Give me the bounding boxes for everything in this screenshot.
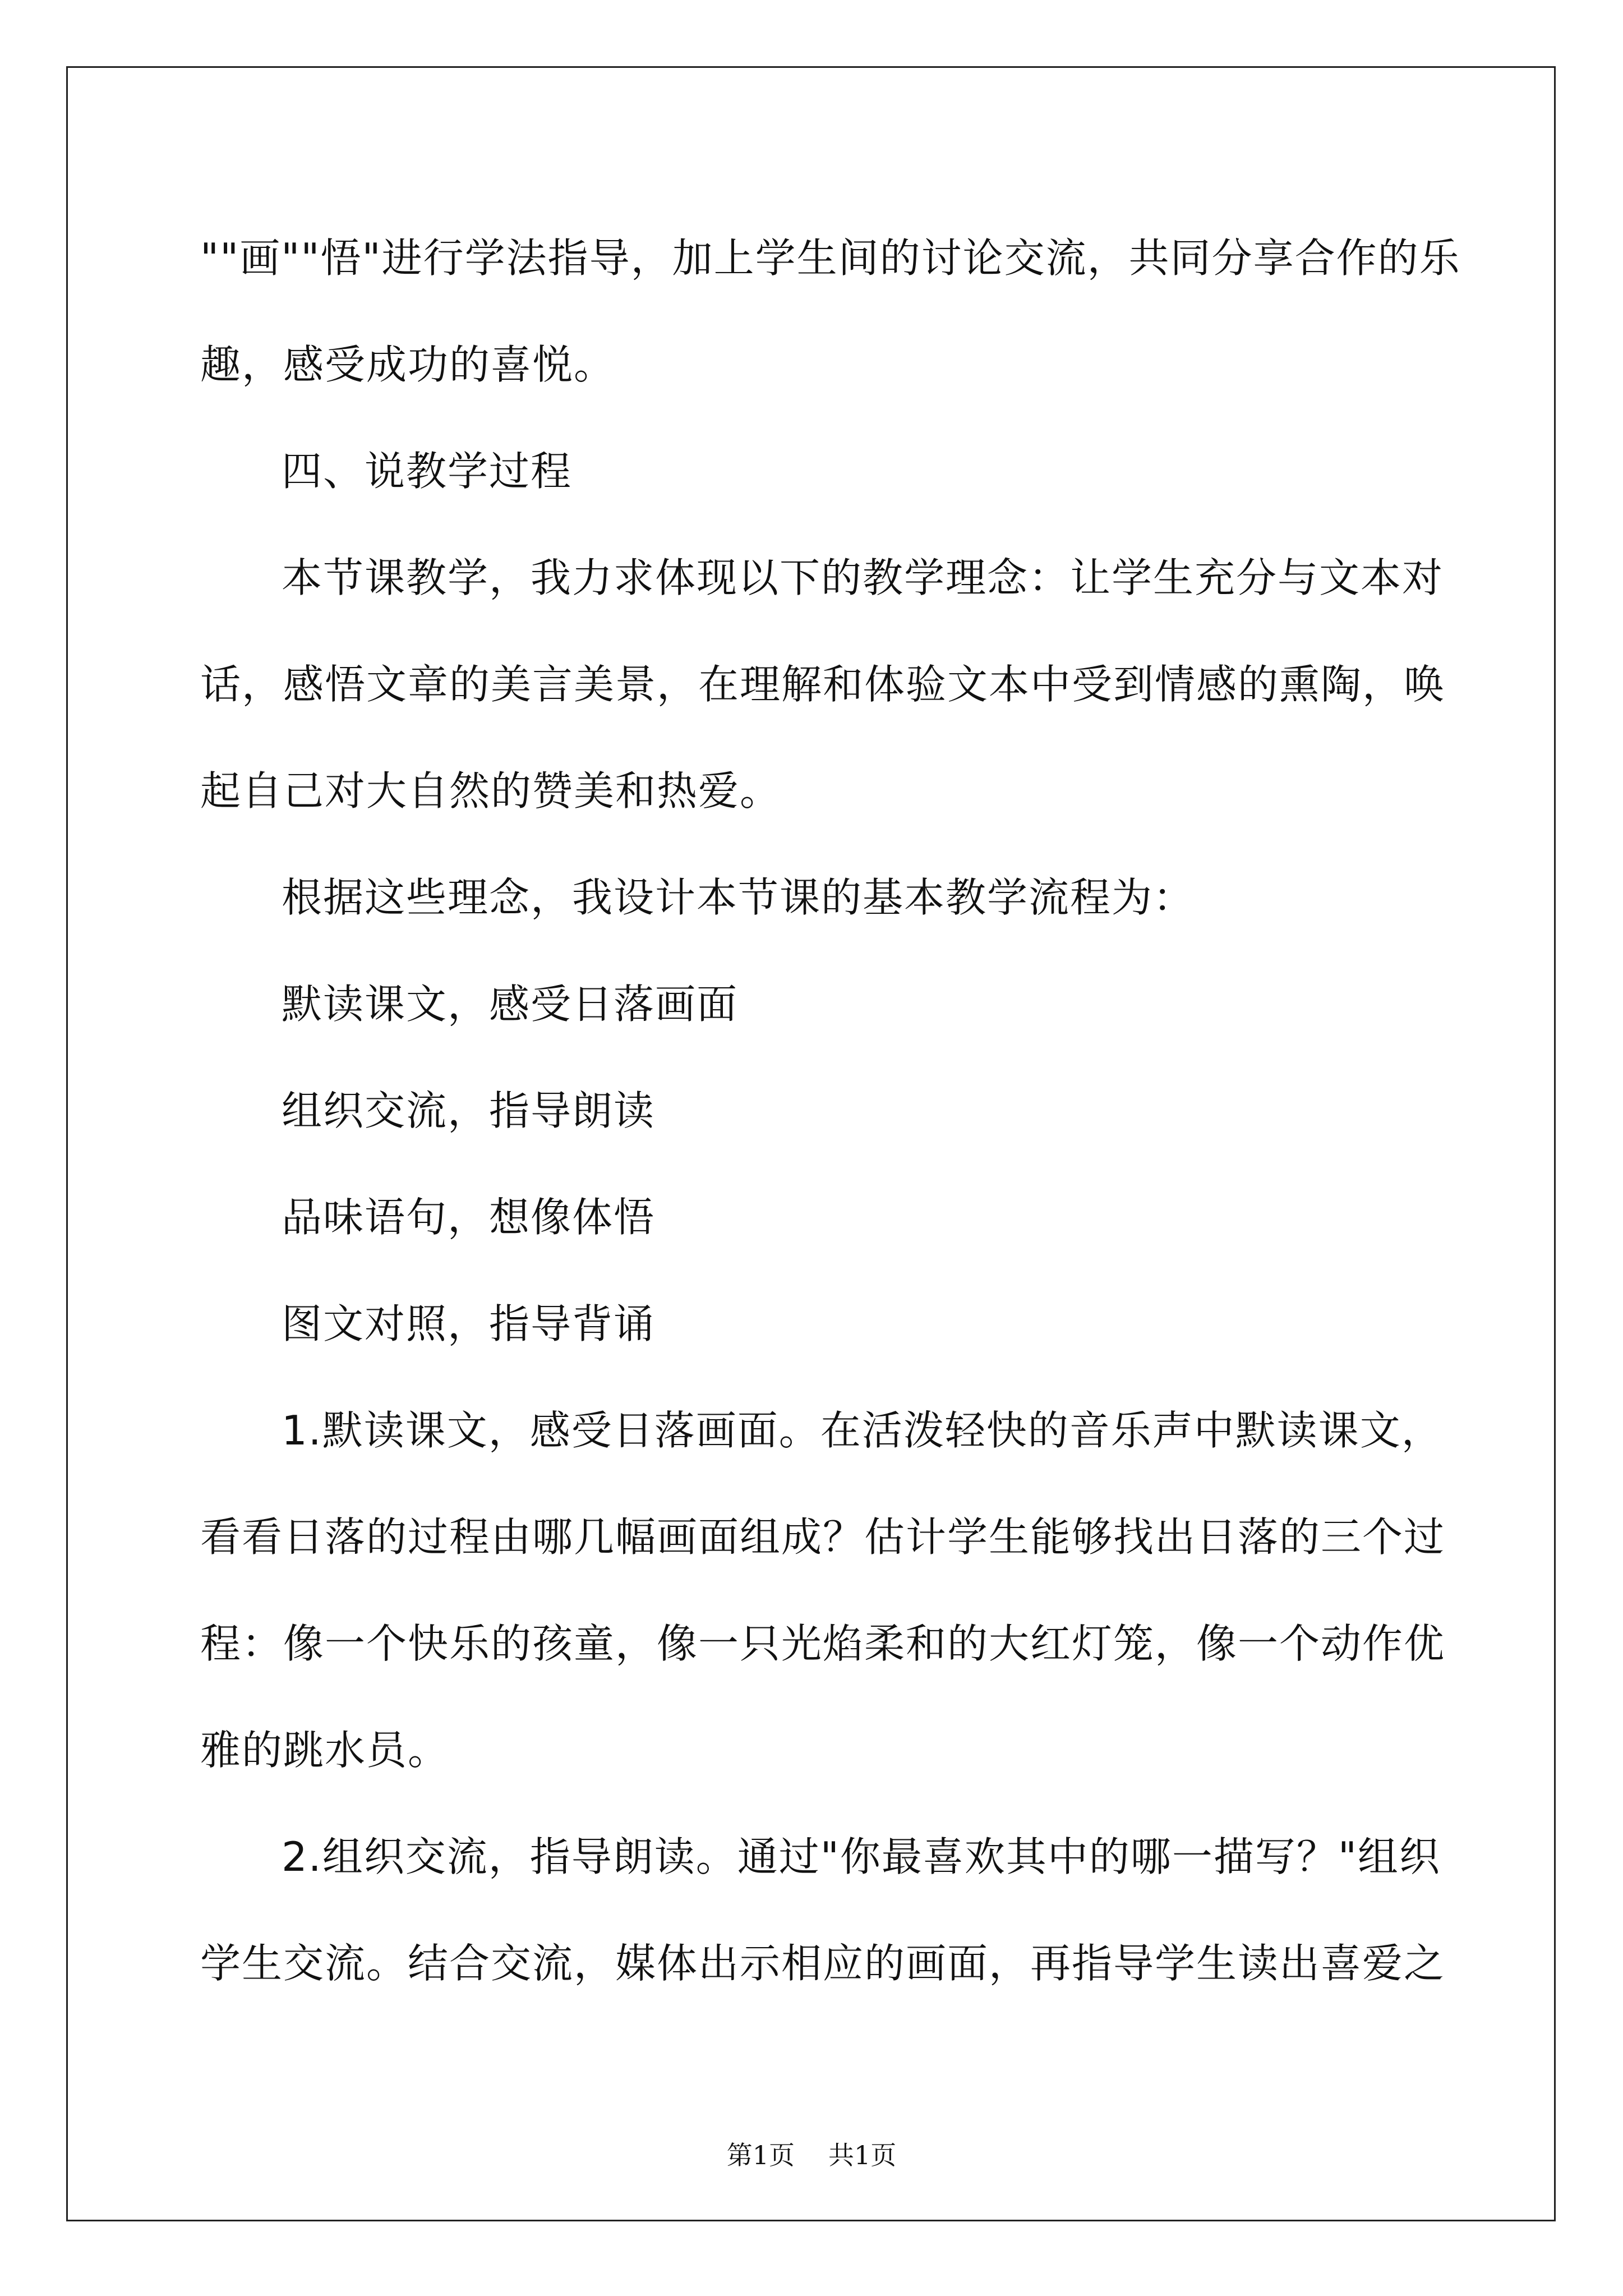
page-number-current: 第1页 bbox=[726, 2140, 795, 2170]
text-line: 话，感悟文章的美言美景，在理解和体验文本中受到情感的熏陶，唤 bbox=[200, 661, 1446, 708]
text-line: 2.组织交流，指导朗读。通过"你最喜欢其中的哪一描写？"组织 bbox=[282, 1833, 1441, 1880]
list-item: 默读课文，感受日落画面 bbox=[282, 981, 739, 1028]
list-item: 组织交流，指导朗读 bbox=[282, 1087, 656, 1134]
text-line: 程：像一个快乐的孩童，像一只光焰柔和的大红灯笼，像一个动作优 bbox=[200, 1620, 1446, 1667]
section-heading: 四、说教学过程 bbox=[282, 448, 573, 495]
list-item: 品味语句，想像体悟 bbox=[282, 1194, 656, 1241]
list-item: 图文对照，指导背诵 bbox=[282, 1300, 656, 1347]
text-line: 学生交流。结合交流，媒体出示相应的画面，再指导学生读出喜爱之 bbox=[200, 1940, 1446, 1987]
text-line: 雅的跳水员。 bbox=[200, 1727, 450, 1774]
text-line: 看看日落的过程由哪几幅画面组成？估计学生能够找出日落的三个过 bbox=[200, 1513, 1446, 1561]
text-line: 1.默读课文，感受日落画面。在活泼轻快的音乐声中默读课文， bbox=[282, 1407, 1443, 1454]
text-line: 本节课教学，我力求体现以下的教学理念：让学生充分与文本对 bbox=[282, 554, 1444, 601]
text-line: 趣，感受成功的喜悦。 bbox=[200, 341, 616, 388]
page-footer bbox=[0, 2138, 1623, 2172]
text-line: 起自己对大自然的赞美和热爱。 bbox=[200, 767, 782, 815]
text-line: ""画""悟"进行学法指导，加上学生间的讨论交流，共同分享合作的乐 bbox=[200, 234, 1461, 282]
text-line: 根据这些理念，我设计本节课的基本教学流程为： bbox=[282, 874, 1195, 921]
page-number-total: 共1页 bbox=[828, 2140, 897, 2170]
